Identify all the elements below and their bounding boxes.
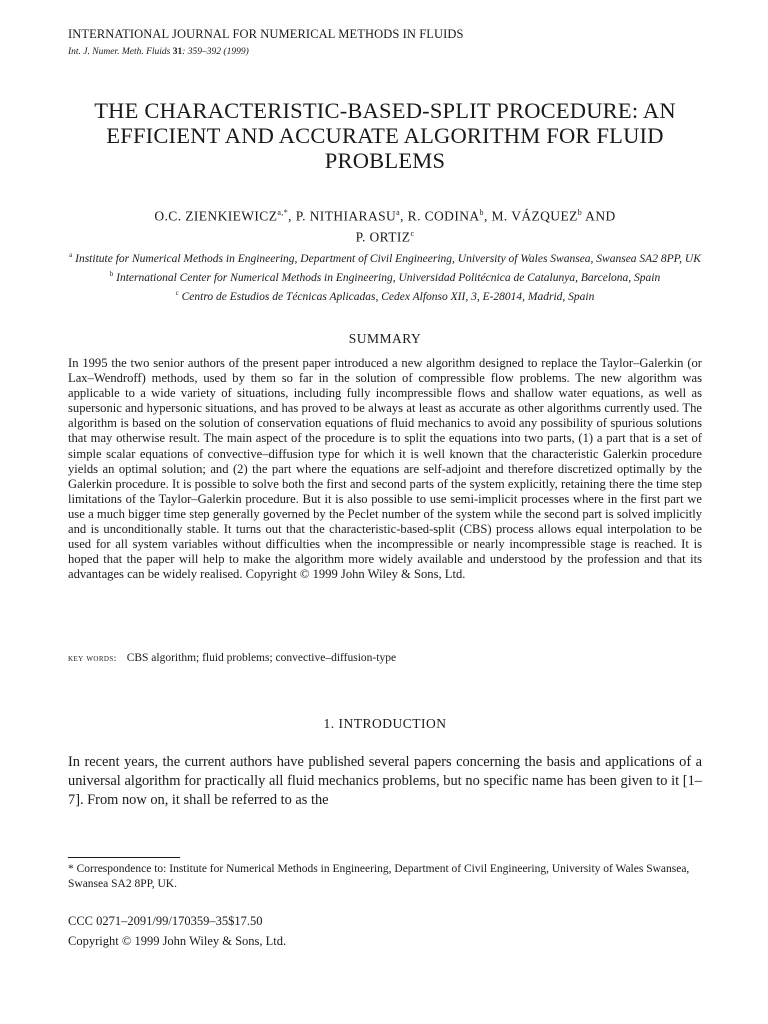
author-affil-mark: c: [410, 228, 415, 238]
introduction-text: In recent years, the current authors have published several papers concerning the basis and applications of a universal algorithm for practically all fluid mechanics problems, but no specific name has been given to it [1–7]. From now on, it shall be referred to as the: [68, 754, 702, 808]
journal-name: INTERNATIONAL JOURNAL FOR NUMERICAL METHODS IN FLUIDS: [68, 27, 464, 41]
keywords-text: CBS algorithm; fluid problems; convective–diffusion-type: [126, 652, 397, 664]
affil-mark: b: [109, 269, 114, 278]
author-name: M. VÁZQUEZ: [491, 208, 578, 224]
paper-title: THE CHARACTERISTIC-BASED-SPLIT PROCEDURE: AN EFFICIENT AND ACCURATE ALGORITHM FOR FLUID PROBLEMS: [94, 98, 676, 173]
keywords: [68, 652, 396, 664]
publication-info: [68, 911, 286, 951]
author-name: R. CODINA: [407, 208, 480, 224]
affil-mark: c: [175, 288, 179, 297]
author-separator: ,: [288, 208, 296, 224]
author-affil-mark: a,: [277, 208, 284, 217]
citation-prefix: Int. J. Numer. Meth. Fluids: [68, 47, 171, 57]
author-separator: ,: [400, 208, 408, 224]
author-star: *: [283, 208, 289, 217]
ccc-code: CCC 0271–2091/99/170359–35$17.50: [68, 914, 263, 928]
affiliation-list: [60, 248, 710, 304]
author-list: [60, 204, 710, 245]
summary-text: In 1995 the two senior authors of the present paper introduced a new algorithm designed to replace the Taylor–Galerkin (or Lax–Wendroff) methods, used by them so far in the solution of compressible flow problems. The new algorithm was applicable to a wide variety of situations, including fully incompressible flows and shallow water equations, as well as supersonic and hypersonic situations, and has proved to be always at least as accurate as other algorithms currently used. The algorithm is based on the solution of conservation equations of fluid mechanics to avoid any possibility of spurious solutions that may otherwise result. The main aspect of the procedure is to split the equations into two parts, (1) a part that is a set of simple scalar equations of convective–diffusion type for which it is well known that the characteristic Galerkin procedure yields an optimal solution; and (2) the part where the equations are self-adjoint and therefore discretized optimally by the Galerkin procedure. It is possible to solve both the first and second parts of the system explicitly, retaining there the time step limitations of the Taylor–Galerkin procedure. But it is also possible to use semi-implicit processes where in the first part we use a much bigger time step generally governed by the Peclet number of the system while the second part is solved implicitly and is unconditionally stable. It turns out that the characteristic-based-split (CBS) process allows equal interpolation to be used for all system variables without difficulties when the incompressible or nearly incompressible stage is reached. It is hoped that the paper will help to make the algorithm more widely available and understood by the profession and that its advantages can be widely realised. Copyright © 1999 John Wiley & Sons, Ltd.: [68, 356, 702, 582]
keywords-label: key words:: [68, 654, 117, 664]
footnote-divider: [68, 857, 180, 858]
author-affil-mark: a: [396, 208, 401, 217]
copyright-line: Copyright © 1999 John Wiley & Sons, Ltd.: [68, 934, 287, 948]
affiliation-a: [60, 248, 710, 267]
affil-text: Centro de Estudios de Técnicas Aplicadas, Cedex Alfonso XII, 3, E-28014, Madrid, Spain: [181, 290, 595, 303]
author-name: P. NITHIARASU: [295, 208, 397, 224]
correspondence-footnote: * Correspondence to: Institute for Numerical Methods in Engineering, Department of Civil Engineering, University of Wales Swansea, Swansea SA2 8PP, UK.: [68, 863, 690, 890]
affil-text: International Center for Numerical Methods in Engineering, Universidad Politécnica de Catalunya, Barcelona, Spain: [116, 271, 661, 284]
affiliation-b: [60, 267, 710, 286]
author-name: O.C. ZIENKIEWICZ: [154, 208, 278, 224]
author-name: P. ORTIZ: [355, 229, 411, 244]
citation-suffix: : 359–392 (1999): [182, 47, 249, 57]
author-affil-mark: b: [577, 208, 583, 217]
affil-mark: a: [69, 251, 73, 259]
author-affil-mark: b: [479, 208, 484, 217]
author-separator: AND: [582, 208, 616, 224]
journal-citation: [68, 47, 249, 57]
introduction-heading: 1. INTRODUCTION: [323, 716, 447, 731]
citation-volume: 31: [172, 47, 183, 57]
affiliation-c: [60, 286, 710, 305]
author-separator: ,: [483, 208, 492, 224]
affil-text: Institute for Numerical Methods in Engineering, Department of Civil Engineering, University of Wales Swansea, Swansea SA2 8PP, UK: [75, 252, 701, 265]
summary-heading: SUMMARY: [348, 331, 422, 346]
